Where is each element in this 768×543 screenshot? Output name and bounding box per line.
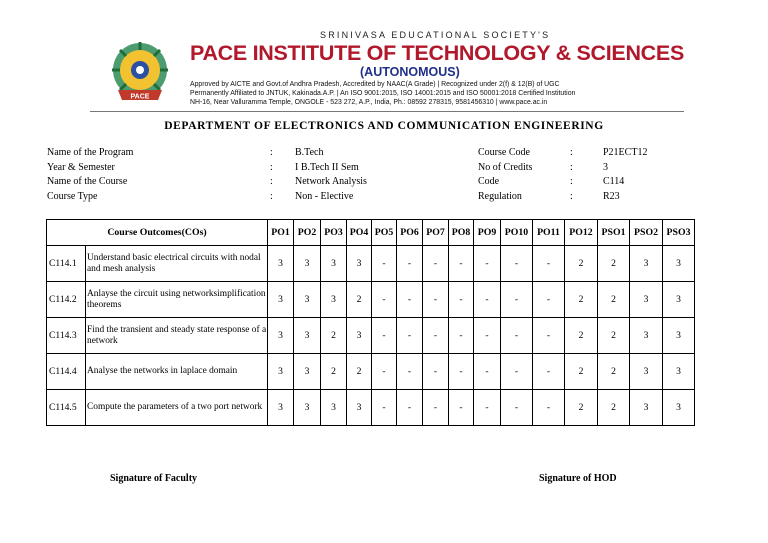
- separator: :: [270, 147, 273, 158]
- mapping-cell: -: [501, 282, 533, 318]
- mapping-cell: 3: [321, 282, 347, 318]
- mapping-cell: 2: [565, 246, 598, 282]
- co-description: Analyse the networks in laplace domain: [86, 354, 268, 390]
- mapping-cell: -: [372, 390, 397, 426]
- separator: :: [270, 161, 273, 173]
- hod-signature-label: Signature of HOD: [539, 473, 617, 484]
- mapping-cell: -: [449, 282, 474, 318]
- co-code: C114.1: [47, 246, 86, 282]
- mapping-cell: -: [397, 318, 423, 354]
- header-po10: PO10: [501, 220, 533, 246]
- mapping-cell: -: [449, 246, 474, 282]
- header-po2: PO2: [294, 220, 321, 246]
- mapping-cell: 2: [565, 390, 598, 426]
- label-course-type: Course Type: [47, 190, 98, 202]
- separator: :: [570, 190, 573, 202]
- value-course-type: Non - Elective: [295, 190, 354, 202]
- separator: :: [570, 176, 573, 187]
- value-course-name: Network Analysis: [295, 176, 367, 187]
- program-right-labels: [478, 146, 532, 204]
- table-row: [47, 282, 695, 318]
- mapping-cell: -: [397, 246, 423, 282]
- mapping-cell: -: [423, 354, 449, 390]
- mapping-cell: -: [533, 354, 565, 390]
- header-po1: PO1: [268, 220, 294, 246]
- header-po9: PO9: [474, 220, 501, 246]
- mapping-cell: 3: [294, 390, 321, 426]
- mapping-cell: 3: [294, 354, 321, 390]
- mapping-cell: -: [501, 390, 533, 426]
- mapping-cell: -: [449, 318, 474, 354]
- header-po3: PO3: [321, 220, 347, 246]
- table-header-row: [47, 220, 695, 246]
- mapping-cell: 3: [630, 318, 663, 354]
- value-regulation: R23: [603, 190, 620, 202]
- mapping-cell: -: [501, 354, 533, 390]
- co-description: Find the transient and steady state response of a network: [86, 318, 268, 354]
- co-code: C114.5: [47, 390, 86, 426]
- mapping-cell: 3: [321, 246, 347, 282]
- mapping-cell: 3: [663, 318, 695, 354]
- mapping-cell: 3: [630, 354, 663, 390]
- program-left-values: [295, 146, 367, 204]
- program-left-labels: [47, 146, 133, 204]
- header-po8: PO8: [449, 220, 474, 246]
- separator: :: [270, 190, 273, 202]
- mapping-cell: 3: [663, 246, 695, 282]
- mapping-cell: -: [423, 282, 449, 318]
- mapping-cell: -: [449, 390, 474, 426]
- mapping-cell: 3: [347, 246, 372, 282]
- institute-name: PACE INSTITUTE OF TECHNOLOGY & SCIENCES: [190, 41, 684, 65]
- logo-text: PACE: [130, 93, 150, 101]
- mapping-cell: -: [474, 390, 501, 426]
- header-po4: PO4: [347, 220, 372, 246]
- header-po6: PO6: [397, 220, 423, 246]
- co-description: Anlayse the circuit using networksimplification theorems: [86, 282, 268, 318]
- table-row: [47, 390, 695, 426]
- header-pso3: PSO3: [663, 220, 695, 246]
- mapping-cell: 2: [321, 318, 347, 354]
- mapping-cell: 3: [268, 282, 294, 318]
- label-credits: No of Credits: [478, 161, 533, 173]
- label-year-semester: Year & Semester: [47, 161, 115, 173]
- header-pso1: PSO1: [598, 220, 630, 246]
- mapping-cell: -: [474, 354, 501, 390]
- society-name: SRINIVASA EDUCATIONAL SOCIETY'S: [320, 30, 551, 40]
- co-code: C114.3: [47, 318, 86, 354]
- mapping-cell: 3: [663, 390, 695, 426]
- mapping-cell: 2: [565, 354, 598, 390]
- mapping-cell: -: [533, 282, 565, 318]
- mapping-cell: 2: [598, 354, 630, 390]
- mapping-cell: -: [501, 318, 533, 354]
- faculty-signature-label: Signature of Faculty: [110, 473, 198, 484]
- mapping-cell: 3: [347, 318, 372, 354]
- label-code: Code: [478, 176, 500, 187]
- mapping-cell: 3: [630, 390, 663, 426]
- mapping-cell: -: [372, 282, 397, 318]
- header-po7: PO7: [423, 220, 449, 246]
- mapping-cell: -: [501, 246, 533, 282]
- mapping-cell: -: [533, 390, 565, 426]
- course-outcomes-table: [46, 219, 695, 426]
- mapping-cell: -: [372, 246, 397, 282]
- value-program: B.Tech: [295, 147, 324, 158]
- mapping-cell: 3: [268, 318, 294, 354]
- mapping-cell: 2: [347, 354, 372, 390]
- mapping-cell: -: [533, 318, 565, 354]
- mapping-cell: -: [474, 282, 501, 318]
- mapping-cell: 3: [268, 246, 294, 282]
- label-program: Name of the Program: [47, 147, 134, 158]
- mapping-cell: 2: [598, 318, 630, 354]
- header-po11: PO11: [533, 220, 565, 246]
- mapping-cell: 2: [565, 282, 598, 318]
- left-separators: [270, 146, 273, 204]
- mapping-cell: 3: [663, 354, 695, 390]
- label-course-name: Name of the Course: [47, 176, 128, 187]
- separator: :: [270, 176, 273, 187]
- mapping-cell: 2: [321, 354, 347, 390]
- co-code: C114.4: [47, 354, 86, 390]
- program-right-values: [603, 146, 647, 204]
- accreditation-line-1: Approved by AICTE and Govt.of Andhra Pradesh, Accredited by NAAC(A Grade) | Recognized under 2(f) & 12(B) of UGC: [190, 81, 560, 88]
- mapping-cell: 3: [268, 390, 294, 426]
- mapping-cell: 3: [294, 282, 321, 318]
- mapping-cell: -: [449, 354, 474, 390]
- separator: :: [570, 147, 573, 158]
- institute-logo-icon: [100, 40, 184, 106]
- header-po12: PO12: [565, 220, 598, 246]
- mapping-cell: 3: [268, 354, 294, 390]
- department-title: DEPARTMENT OF ELECTRONICS AND COMMUNICATION ENGINEERING: [164, 120, 604, 132]
- autonomous-label: (AUTONOMOUS): [360, 65, 460, 79]
- mapping-cell: -: [397, 354, 423, 390]
- right-separators: [570, 146, 573, 204]
- co-description: Understand basic electrical circuits with nodal and mesh analysis: [86, 246, 268, 282]
- value-credits: 3: [603, 161, 608, 173]
- mapping-cell: 3: [321, 390, 347, 426]
- header-pso2: PSO2: [630, 220, 663, 246]
- mapping-cell: 2: [598, 390, 630, 426]
- mapping-cell: -: [397, 282, 423, 318]
- mapping-cell: -: [397, 390, 423, 426]
- value-course-code: P21ECT12: [603, 147, 648, 158]
- mapping-cell: 3: [630, 282, 663, 318]
- mapping-cell: 3: [663, 282, 695, 318]
- mapping-cell: -: [372, 354, 397, 390]
- co-code: C114.2: [47, 282, 86, 318]
- mapping-cell: 2: [598, 282, 630, 318]
- table-row: [47, 318, 695, 354]
- mapping-cell: -: [474, 318, 501, 354]
- accreditation-line-2: Permanently Affiliated to JNTUK, Kakinada.A.P. | An ISO 9001:2015, ISO 14001:2015 and ISO 50001:2018 Certified Institution: [190, 90, 576, 97]
- mapping-cell: 2: [598, 246, 630, 282]
- header-divider: [90, 111, 684, 112]
- label-course-code: Course Code: [478, 147, 530, 158]
- mapping-cell: -: [533, 246, 565, 282]
- mapping-cell: 3: [347, 390, 372, 426]
- separator: :: [570, 161, 573, 173]
- value-year-semester: I B.Tech II Sem: [295, 161, 359, 173]
- value-code: C114: [603, 176, 625, 187]
- mapping-cell: 3: [294, 318, 321, 354]
- co-description: Compute the parameters of a two port network: [86, 390, 268, 426]
- mapping-cell: 2: [347, 282, 372, 318]
- mapping-cell: -: [474, 246, 501, 282]
- accreditation-line-3: NH-16, Near Valluramma Temple, ONGOLE - 523 272, A.P., India, Ph.: 08592 278315, 9581456310 | www.pace.ac.in: [190, 99, 548, 106]
- label-regulation: Regulation: [478, 190, 522, 202]
- mapping-cell: -: [423, 318, 449, 354]
- mapping-cell: -: [372, 318, 397, 354]
- table-row: [47, 354, 695, 390]
- mapping-cell: 2: [565, 318, 598, 354]
- mapping-cell: -: [423, 246, 449, 282]
- mapping-cell: 3: [630, 246, 663, 282]
- table-row: [47, 246, 695, 282]
- mapping-cell: -: [423, 390, 449, 426]
- header-course-outcomes: Course Outcomes(COs): [47, 220, 268, 246]
- mapping-cell: 3: [294, 246, 321, 282]
- letterhead: [0, 0, 768, 112]
- header-po5: PO5: [372, 220, 397, 246]
